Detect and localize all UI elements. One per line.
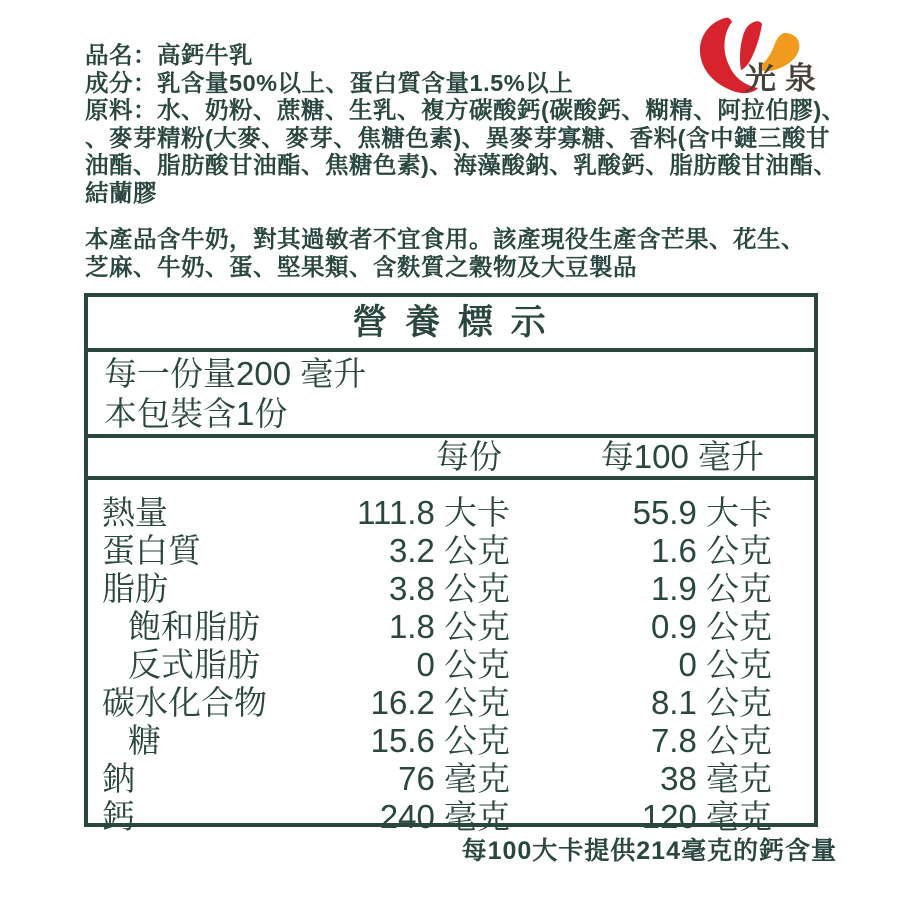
- column-header-row: [88, 438, 814, 480]
- calcium-footnote: 每100大卡提供214毫克的鈣含量: [461, 837, 837, 865]
- table-row-protein: [102, 525, 772, 569]
- per-100ml-value: 8.1 公克: [650, 684, 772, 721]
- per-serving-value: 15.6 公克: [370, 722, 510, 759]
- composition-line: 成分：乳含量50%以上、蛋白質含量1.5%以上: [85, 69, 574, 96]
- column-header-per-100ml: 每100 毫升: [600, 438, 764, 475]
- row-label: 鈉: [102, 760, 135, 797]
- table-row-saturated-fat: [102, 601, 772, 645]
- per-100ml-value: 1.6 公克: [650, 532, 772, 569]
- per-100ml-value: 0.9 公克: [650, 608, 772, 645]
- per-serving-value: 3.2 公克: [388, 532, 510, 569]
- row-label: 飽和脂肪: [128, 608, 260, 645]
- row-label: 熱量: [102, 494, 168, 531]
- nutrition-table-title: 營 養 標 示: [88, 297, 814, 352]
- per-serving-value: 1.8 公克: [388, 608, 510, 645]
- per-serving-value: 3.8 公克: [388, 570, 510, 607]
- row-label: 碳水化合物: [102, 684, 267, 721]
- per-100ml-value: 120 毫克: [641, 798, 772, 835]
- per-serving-value: 111.8 大卡: [357, 494, 510, 531]
- table-row-calcium: [102, 791, 772, 835]
- ingredients-line-3: 油酯、脂肪酸甘油酯、焦糖色素)、海藻酸鈉、乳酸鈣、脂肪酸甘油酯、: [85, 152, 838, 179]
- allergen-warning: [85, 226, 855, 281]
- row-label: 蛋白質: [102, 532, 201, 569]
- table-row-trans-fat: [102, 639, 772, 683]
- row-label: 脂肪: [102, 570, 168, 607]
- nutrition-data-section: [88, 480, 814, 835]
- per-serving-value: 0 公克: [416, 646, 510, 683]
- servings-per-package: 本包裝含1份: [104, 395, 288, 432]
- serving-size: 每一份量200 毫升: [104, 355, 367, 392]
- table-row-sodium: [102, 753, 772, 797]
- table-row-carbohydrate: [102, 677, 772, 721]
- brand-logo: [692, 13, 834, 97]
- product-name-line: 品名：高鈣牛乳: [85, 42, 253, 68]
- ingredients-line-2: 、麥芽精粉(大麥、麥芽、焦糖色素)、異麥芽寡糖、香料(含中鏈三酸甘: [85, 124, 830, 151]
- per-serving-value: 76 毫克: [398, 760, 510, 797]
- per-100ml-value: 55.9 大卡: [632, 494, 772, 531]
- brand-name: 光泉: [745, 61, 825, 96]
- per-serving-value: 16.2 公克: [370, 684, 510, 721]
- table-row-calories: [102, 487, 772, 531]
- per-serving-value: 240 毫克: [379, 798, 510, 835]
- per-100ml-value: 7.8 公克: [650, 722, 772, 759]
- column-header-per-serving: 每份: [436, 438, 502, 475]
- nutrition-facts-table: [84, 293, 818, 835]
- ingredients-line-4: 結蘭膠: [85, 179, 157, 206]
- row-label: 糖: [128, 722, 161, 759]
- table-row-sugar: [102, 715, 772, 759]
- row-label: 反式脂肪: [128, 646, 260, 683]
- ingredients-line-1: 原料：水、奶粉、蔗糖、生乳、複方碳酸鈣(碳酸鈣、糊精、阿拉伯膠)、: [85, 97, 846, 124]
- row-label: 鈣: [102, 798, 135, 835]
- per-100ml-value: 38 毫克: [660, 760, 772, 797]
- allergen-line-1: 本產品含牛奶，對其過敏者不宜食用。該產現役生產含芒果、花生、: [85, 226, 805, 252]
- allergen-line-2: 芝麻、牛奶、蛋、堅果類、含麩質之穀物及大豆製品: [85, 253, 637, 280]
- table-row-fat: [102, 563, 772, 607]
- per-100ml-value: 0 公克: [678, 646, 772, 683]
- serving-info-section: [88, 352, 814, 438]
- per-100ml-value: 1.9 公克: [650, 570, 772, 607]
